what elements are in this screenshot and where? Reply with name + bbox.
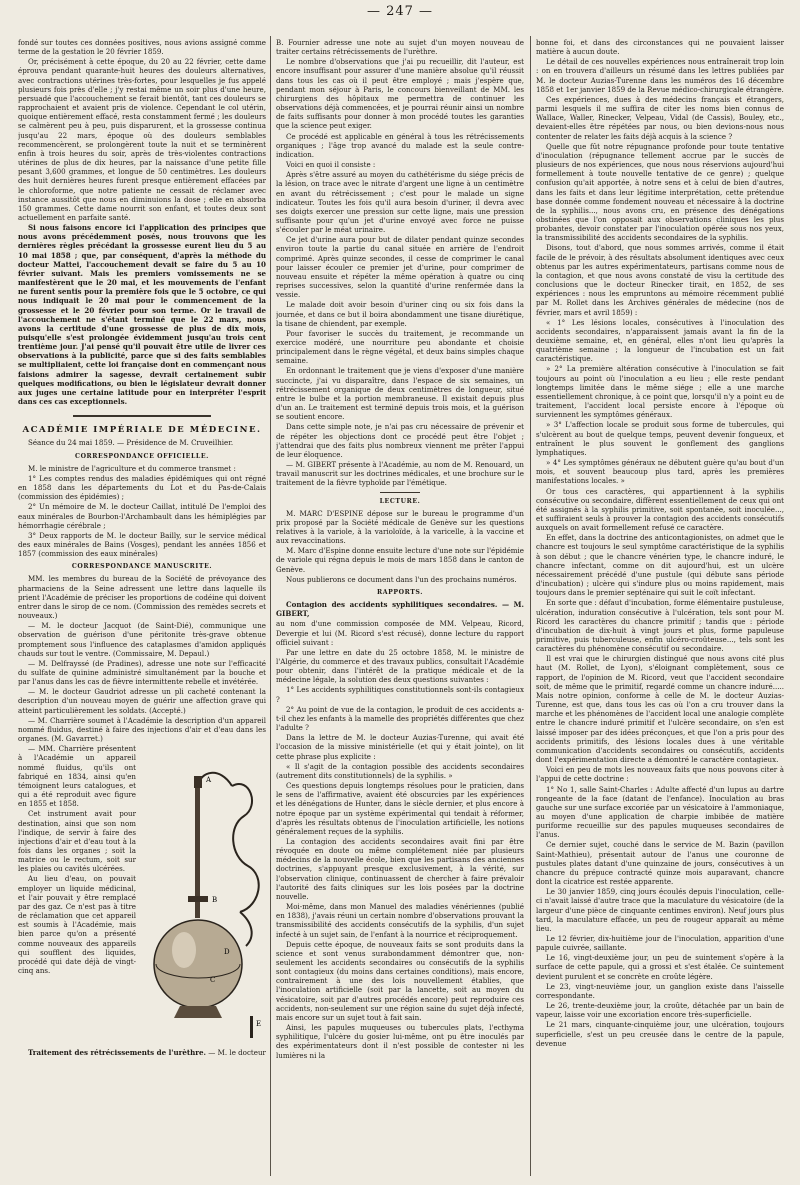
paragraph: Le 12 février, dix-huitième jour de l'inoculation, apparition d'une papule cuivrée, saillante. [536, 934, 784, 953]
section-title: ACADÉMIE IMPÉRIALE DE MÉDECINE. [22, 425, 262, 436]
paragraph: Dans la lettre de M. le docteur Auzias-Turenne, qui avait été l'occasion de la missive ministérielle (et qui y était jointe), on lit cette phrase plus explicite : [276, 733, 524, 761]
paragraph: M. MARC D'ESPINE dépose sur le bureau le programme d'un prix proposé par la Société médicale de Genève sur les questions relatives à la variole, à la varioloïde, à la varicelle, à la vaccine et aux revaccinations. [276, 508, 524, 546]
paragraph: Disons, tout d'abord, que nous sommes arrivés, comme il était facile de le prévoir, à des résultats absolument identiques avec ceux obtenus par les autres expérimentateurs, partisans comme nous de la contagion, et que nous avons constaté de visu la certitude des conclusions que le docteur Rinecker tirait, en 1852, de ses expériences : nous les empruntons au mémoire récemment publié par M. Rollet dans les Archives générales de médecine (nos de février, mars et avril 1859) : [536, 243, 784, 317]
paragraph: » 3° L'affection locale se produit sous forme de tubercules, qui s'ulcèrent au bout de quelque temps, peuvent devenir fongueux, et entraînent le plus souvent le gonflement des ganglions lymphatiques. [536, 420, 784, 457]
paragraph: — M. GIBERT présente à l'Académie, au nom de M. Renouard, un travail manuscrit sur les doctrines médicales, et une brochure sur le traitement de la fièvre typhoïde par l'émétique. [276, 460, 524, 488]
paragraph: — M. Delfrayssé (de Pradines), adresse une note sur l'efficacité du sulfate de quinine administré simultanément par la bouche et par l'anus dans les cas de fièvre intermittente rebelle et invétérée. [18, 658, 266, 687]
column-left [18, 38, 266, 1173]
paragraph: Le détail de ces nouvelles expériences nous entraînerait trop loin : on en trouvera d'ailleurs un résumé dans les lettres publiées par M. le docteur Auzias-Turenne dans les numéros des 16 décembre 1858 et 1er janvier 1859 de la Revue médico-chirurgicale étrangère. [536, 57, 784, 94]
paragraph: Ce jet d'urine aura pour but de dilater pendant quinze secondes environ toute la partie du canal située en arrière de l'endroit comprimé. Après quinze secondes, il cesse de comprimer le canal pour laisser écouler ce premier jet d'urine, pour comprimer de nouveau ensuite et répéter la même opération à quatre ou cinq reprises successives, selon la quantité d'urine renfermée dans la vessie. [276, 235, 524, 300]
paragraph: 2° Au point de vue de la contagion, le produit de ces accidents a-t-il chez les enfants à la mamelle des propriétés différentes que chez l'adulte ? [276, 704, 524, 733]
paragraph: Par une lettre en date du 25 octobre 1858, M. le ministre de l'Algérie, du commerce et des travaux publics, consultait l'Académie pour obtenir, dans l'intérêt de la pratique médicale et de la médecine légale, la solution des deux questions suivantes : [276, 647, 524, 685]
paragraph: Le 23, vingt-neuvième jour, un ganglion existe dans l'aisselle correspondante. [536, 981, 784, 1000]
subsection-heading: RAPPORTS. [376, 588, 424, 596]
paragraph: Dans cette simple note, je n'ai pas cru nécessaire de prévenir et de répéter les objections dont ce procédé peut être l'objet ; j'attendrai que des faits plus nombreux viennent me prêter l'appui de leur éloquence. [276, 422, 524, 459]
page-number: — 247 — [366, 4, 434, 19]
paragraph: — M. le docteur Jacquot (de Saint-Dié), communique une observation de guérison d'une péritonite très-grave obtenue promptement sous l'influence des cataplasmes d'amidon appliqués chauds sur tout le ventre. (Commissaire, M. Depaul.) [18, 621, 266, 658]
subsection-heading: LECTURE. [379, 497, 421, 505]
paragraph: Cet instrument avait pour destination, ainsi que son nom l'indique, de servir à faire des injections d'air et d'eau tout à la fois dans les organes ; soit la matrice ou le rectum, soit sur les plaies ou cavités ulcérées. [18, 809, 136, 874]
subsection-heading: CORRESPONDANCE MANUSCRITE. [71, 563, 213, 571]
paragraph: Au lieu d'eau, on pouvait employer un liquide médicinal, et l'air pouvait y être remplacé par des gaz. Ce n'est pas à titre de réclamation que cet appareil est soumis à l'Académie, mais bien parce qu'on a présenté comme nouveaux des appareils qui soufflent des liquides, procédé qui date déjà de vingt-cinq ans. [18, 874, 136, 975]
session-line: Séance du 24 mai 1859. — Présidence de M. Cruveilhier. [28, 438, 234, 448]
paragraph: Le nombre d'observations que j'ai pu recueillir, dit l'auteur, est encore insuffisant pour assurer d'une manière absolue qu'il réussit dans tous les cas où il peut être employé ; mais j'espère que, pendant mon séjour à Paris, le concours bienveillant de MM. les chirurgiens des hôpitaux me permettra de continuer les observations déjà commencées, et je pourrai réunir ainsi un nombre de faits suffisants pour donner à mon procédé toutes les garanties que la science peut exiger. [276, 57, 524, 131]
ornament-divider [18, 412, 266, 418]
paragraph: M. le ministre de l'agriculture et du commerce transmet : [28, 463, 236, 473]
paragraph: Ces questions depuis longtemps résolues pour le praticien, dans le sens de l'affirmative, avaient été obscurcies par les expériences et les dénégations de Hunter, dans le siècle dernier, et plus encore à notre époque par un système expérimental qui tendait à réformer, d'après les résultats obtenus de l'inoculation artificielle, les notions généralement reçues de la syphilis. [276, 781, 524, 836]
fluidus-apparatus-drawing [140, 746, 266, 1046]
paragraph: » 4° Les symptômes généraux ne débutent guère qu'au bout d'un mois, et souvent beaucoup plus tard, après les premières manifestations locales. » [536, 458, 784, 486]
figure-letter: B [212, 896, 218, 905]
paragraph: Le malade doit avoir besoin d'uriner cinq ou six fois dans la journée, et dans ce but il boira abondamment une tisane diurétique, la tisane de chiendent, par exemple. [276, 300, 524, 328]
paragraph: En sorte que : défaut d'incubation, forme élémentaire pustuleuse, ulcération, induration consécutive à l'ulcération, tels sont pour M. Ricord les caractères du chancre primitif ; tandis que : période d'incubation de dix-huit à vingt jours et plus, forme papuleuse primitive, puis tuberculeuse, enfin ulcéro-croûteuse..., tels sont les caractères du phénomène consécutif ou secondaire. [536, 598, 784, 654]
paragraph: — M. Charrière soumet à l'Académie la description d'un appareil nommé fluidus, destiné à faire des injections d'air et d'eau dans les organes. (M. Gavarret.) [18, 715, 266, 744]
column-divider [530, 36, 531, 1176]
paragraph: Le 16, vingt-deuxième jour, un peu de suintement s'opère à la surface de cette papule, qui a grossi et s'est étalée. Ce suintement devient purulent et se concrète en croûte légère. [536, 953, 784, 981]
paragraph [18, 1048, 266, 1057]
paragraph: Voici en quoi il consiste : [286, 160, 376, 170]
paragraph: La contagion des accidents secondaires avait fini par être révoquée en doute ou même complétement niée par plusieurs médecins de la nouvelle école, bien que les partisans des anciennes doctrines, s'appuyant presque exclusivement, à la vérité, sur l'observation clinique, continuassent de chercher à faire prévaloir l'autorité des faits cliniques sur les lois posées par la doctrine nouvelle. [276, 836, 524, 901]
paragraph: Voici en peu de mots les nouveaux faits que nous pouvons citer à l'appui de cette doctrine : [536, 765, 784, 784]
paragraph: — M. le docteur Gaudriot adresse un pli cacheté contenant la description d'un nouveau moyen de guérir une affection grave qui atteint particulièrement les soldats. (Accepté.) [18, 687, 266, 715]
paragraph: Moi-même, dans mon Manuel des maladies vénériennes (publié en 1838), j'avais réuni un certain nombre d'observations prouvant la transmissibilité des accidents consécutifs de la syphilis, d'un sujet infecté à un sujet sain, de l'enfant à la nourrice et réciproquement. [276, 902, 524, 939]
fluidus-apparatus-illustration [140, 746, 266, 1046]
paragraph: 1° No 1, salle Saint-Charles : Adulte affecté d'un lupus au dartre rongeante de la face (datant de l'enfance). Inoculation au bras gauche sur une surface excoriée par un vésicatoire à l'ammoniaque, au moyen d'une application de charpie imbibée de matière puriforme recueillie sur des papules muqueuses secondaires de l'anus. [536, 784, 784, 840]
paragraph: Ce dernier sujet, couché dans le service de M. Bazin (pavillon Saint-Mathieu), présentait autour de l'anus une couronne de pustules plates datant d'une quinzaine de jours, consécutives à un chancre du prépuce contracté quinze mois auparavant, chancre dont la cicatrice est restée apparente. [536, 840, 784, 887]
paragraph: 1° Les accidents syphilitiques constitutionnels sont-ils contagieux ? [276, 685, 524, 704]
paragraph: Ces expériences, dues à des médecins français et étrangers, parmi lesquels il me suffira de citer les noms bien connus de Wallace, Waller, Rinecker, Velpeau, Vidal (de Cassis), Bouley, etc., devaient-elles être répétées par nous, ou bien devions-nous nous contenter de relater les faits déjà acquis à la science ? [536, 94, 784, 141]
paragraph: Or, précisément à cette époque, du 20 au 22 février, cette dame éprouva pendant quarante-huit heures des douleurs alternatives, avec contractions utérines très-fortes, pour lesquelles je fus appelé plusieurs fois près d'elle ; j'y restai même un soir plus d'une heure, persuadé que l'accouchement se ferait bientôt, tant ces douleurs se rapprochaient et avaient pris de violence. Cependant le col utérin, quoique entièrement effacé, resta constamment fermé ; les douleurs se calmèrent peu à peu, puis disparurent, et la grossesse continua jusqu'au 22 mars, époque où des douleurs semblables recommencèrent, se prolongèrent toute la nuit et se terminèrent enfin à trois heures du soir, après de très-violentes contractions utérines de plus de dix heures, par la naissance d'une petite fille pesant 3,600 grammes, et longue de 50 centimètres. Les douleurs des huit dernières heures furent presque entièrement effacées par le chloroforme, que notre patiente ne cessait de réclamer avec instance aussitôt que nous en diminuions la dose ; elle en absorba 150 grammes. Cette dame nourrit son enfant, et toutes deux sont actuellement en parfaite santé. [18, 57, 266, 222]
paragraph: Le 21 mars, cinquante-cinquième jour, une ulcération, toujours superficielle, s'est un peu creusée dans le centre de la papule, devenue [536, 1020, 784, 1048]
paragraph: Il est vrai que le chirurgien distingué que nous avons cité plus haut (M. Rollet, de Lyon), s'éloignant complètement, sous ce rapport, de l'opinion de M. Ricord, veut que l'accident secondaire soit, de même que le primitif, regardé comme un chancre induré..... Mais notre opinion, conforme à celle de M. le docteur Auzias-Turenne, est que, dans tous les cas où l'on a cru trouver dans la marche et les phénomènes de l'accident local une analogie complète entre le chancre induré primitif et l'ulcère secondaire, on s'en est laissé imposer par des idées préconçues, et que l'on a pris pour des accidents primitifs, des lésions locales dues à une véritable communication d'accidents secondaires ou consécutifs, accidents dont l'expérimentation directe a démontré le caractère contagieux. [536, 654, 784, 765]
paragraph: Nous publierons ce document dans l'un des prochains numéros. [286, 574, 517, 584]
report-heading: Contagion des accidents syphilitiques secondaires. — M. GIBERT, [276, 600, 524, 619]
paragraph: Depuis cette époque, de nouveaux faits se sont produits dans la science et sont venus surabondamment démontrer que, non-seulement les accidents secondaires ou consécutifs de la syphilis sont contagieux (du moins dans certaines conditions), mais encore, contrairement à une des lois nouvellement établies, que l'inoculation artificielle (soit par la lancette, soit au moyen du vésicatoire, soit par d'autres procédés encore) peut reproduire ces accidents, non-seulement sur une région saine du sujet déjà infecté, mais encore sur un sujet tout à fait sain. [276, 939, 524, 1022]
paragraph: Ainsi, les papules muqueuses ou tubercules plats, l'ecthyma syphilitique, l'ulcère du gosier lui-même, ont pu être inoculés par des expérimentateurs dont il n'est possible de contester ni les lumières ni la [276, 1023, 524, 1060]
inline-text: — M. le docteur [208, 1048, 266, 1058]
inline-heading: Traitement des rétrécissements de l'urèthre. [28, 1048, 207, 1058]
paragraph: bonne foi, et dans des circonstances qui ne pouvaient laisser matière à aucun doute. [536, 38, 784, 57]
paragraph: En effet, dans la doctrine des anticontagionistes, on admet que le chancre est toujours le seul symptôme caractéristique de la syphilis à son début ; que le chancre vénérien type, le chancre induré, le chancre infectant, comme on dit aujourd'hui, est un ulcère nécessairement précédé d'une pustule (qui débute sans période d'incubation) ; ulcère qui s'indure plus ou moins rapidement, mais toujours dans le premier septénaire qui suit le coït infectant. [536, 533, 784, 598]
column-middle [276, 38, 524, 1173]
paragraph: « 1° Les lésions locales, consécutives à l'inoculation des accidents secondaires, n'apparaissent jamais avant la fin de la deuxième semaine, et, en général, elles n'ont lieu qu'après la quatrième semaine ; la longueur de l'incubation est un fait caractéristique. [536, 317, 784, 364]
paragraph: MM. les membres du bureau de la Société de prévoyance des pharmaciens de la Seine adressent une lettre dans laquelle ils prient l'Académie de préciser les proportions de codéine qui doivent entrer dans le sirop de ce nom. (Commission des remèdes secrets et nouveaux.) [18, 574, 266, 621]
paragraph: M. Marc d'Espine donne ensuite lecture d'une note sur l'épidémie de variole qui régna depuis le mois de mars 1858 dans le canton de Genève. [276, 546, 524, 574]
paragraph: au nom d'une commission composée de MM. Velpeau, Ricord, Devergie et lui (M. Ricord s'est récusé), donne lecture du rapport officiel suivant : [276, 619, 524, 647]
paragraph: « Il s'agit de la contagion possible des accidents secondaires (autrement dits constitutionnels) de la syphilis. » [276, 761, 524, 780]
paragraph: Ce procédé est applicable en général à tous les rétrécissements organiques ; l'âge trop avancé du malade est la seule contre-indication. [276, 131, 524, 159]
figure-letter: A [206, 776, 212, 785]
paragraph: — MM. Charrière présentent à l'Académie un appareil nommé fluidus, qu'ils ont fabriqué en 1834, ainsi qu'en témoignent leurs catalogues, et qui a été reproduit avec figure en 1855 et 1858. [18, 744, 136, 809]
paragraph: Pour favoriser le succès du traitement, je recommande un exercice modéré, une nourriture peu abondante et choisie principalement dans le règne végétal, et deux bains simples chaque semaine. [276, 328, 524, 366]
paragraph: » 2° La première altération consécutive à l'inoculation se fait toujours au point où l'inoculation a eu lieu ; elle reste pendant longtemps limitée dans le même siége ; elle a une marche essentiellement chronique, à ce point que, lorsqu'il n'y a point eu de traitement, l'accident local persiste encore à l'époque où surviennent les symptômes généraux. [536, 364, 784, 420]
paragraph: 2° Un mémoire de M. le docteur Caillat, intitulé De l'emploi des eaux minérales de Bourbon-l'Archambault dans les hémiplégies par hémorrhagie cérébrale ; [18, 502, 266, 530]
paragraph: fondé sur toutes ces données positives, nous avions assigné comme terme de la gestation le 20 février 1859. [18, 38, 266, 57]
short-rule [380, 492, 420, 493]
paragraph-emphasis: Si nous faisons encore ici l'application des principes que nous avons précédemment posés, nous trouvons que les dernières règles précédant la grossesse eurent lieu du 5 au 10 mai 1858 ; que, par conséquent, d'après la méthode du docteur Mattei, l'accouchement devait se faire du 5 au 10 février suivant. Mais les premiers vomissements ne se manifestèrent que le 20 mai, et les mouvements de l'enfant ne furent sentis pour la première fois que le 5 octobre, ce qui nous indiquait le 20 mai pour le commencement de la grossesse et le 20 février pour son terme. Or le travail de l'accouchement ne s'étant terminé que le 22 mars, nous avons la certitude d'une grossesse de plus de dix mois, puisqu'elle s'est prolongée évidemment jusqu'au trois cent trentième jour. J'ai pensé qu'il pouvait être utile de livrer ces observations à la publicité, parce que si des faits semblables se multipliaient, cette loi française dont en commençant nous faisions admirer la sagesse, devrait certainement subir quelques modifications, ou bien le législateur devrait donner aux juges une certaine latitude pour en interpréter l'esprit dans ces cas exceptionnels. [18, 223, 266, 407]
figure-letter: D [224, 948, 230, 957]
subsection-heading: CORRESPONDANCE OFFICIELLE. [75, 452, 209, 460]
paragraph: Or tous ces caractères, qui appartiennent à la syphilis consécutive ou secondaire, diffèrent essentiellement de ceux qui ont été assignés à la syphilis primitive, soit spontanée, soit inoculée..., et suffiraient seuls à prouver la contagion des accidents consécutifs auxquels on avait formellement refusé ce caractère. [536, 486, 784, 533]
paragraph: Le 26, trente-deuxième jour, la croûte, détachée par un bain de vapeur, laisse voir une excoriation encore très-superficielle. [536, 1001, 784, 1020]
figure-letter: E [256, 1020, 262, 1029]
paragraph: Quelle que fût notre répugnance profonde pour toute tentative d'inoculation (répugnance tellement accrue par le succès de plusieurs de nos expériences, que nous nous réservions aujourd'hui formellement à toute nouvelle tentative de ce genre) ; quelque confusion qu'ait apportée, à notre sens et à celui de bien d'autres, dans les faits et dans leur légitime interprétation, cette prétendue base donnée comme fondement nouveau et nécessaire à la doctrine de la syphilis..., nous avons cru, en présence des dénégations obstinées que l'on opposait aux observations cliniques les plus probantes, devoir constater par l'inoculation opérée sous nos yeux, la transmissibilité des accidents secondaires de la syphilis. [536, 141, 784, 243]
paragraph: Le 30 janvier 1859, cinq jours écoulés depuis l'inoculation, celle-ci n'avait laissé d'autre trace que la maculature du vésicatoire (de la largeur d'une pièce de cinquante centimes environ). Neuf jours plus tard, la maculature effacée, un peu de rougeur apparaît au même lieu. [536, 887, 784, 933]
paragraph: B. Fournier adresse une note au sujet d'un moyen nouveau de traiter certains rétrécissements de l'urèthre. [276, 38, 524, 57]
paragraph: Après s'être assuré au moyen du cathétérisme du siége précis de la lésion, on trace avec le nitrate d'argent une ligne à un centimètre en avant du rétrécissement ; c'est pour le malade un signe indicateur. Toutes les fois qu'il aura besoin d'uriner, il devra avec ses doigts exercer une pression sur cette ligne, mais une pression suffisante pour qu'un jet d'urine envoyé avec force ne puisse s'écouler par le méat urinaire. [276, 170, 524, 235]
figure-letter: C [210, 976, 216, 985]
column-divider [270, 36, 271, 1176]
paragraph: 1° Les comptes rendus des maladies épidémiques qui ont régné en 1858 dans les départements du Lot et du Pas-de-Calais (commission des épidémies) ; [18, 473, 266, 502]
paragraph: En ordonnant le traitement que je viens d'exposer d'une manière succincte, j'ai vu disparaître, dans l'espace de six semaines, un rétrécissement organique de deux centimètres de longueur, situé entre le bulbe et la portion membraneuse. Il existait depuis plus d'un an. Le traitement est terminé depuis trois mois, et la guérison se soutient encore. [276, 366, 524, 422]
column-right [536, 38, 784, 1173]
paragraph: 3° Deux rapports de M. le docteur Bailly, sur le service médical des eaux minérales de Bains (Vosges), pendant les années 1856 et 1857 (commission des eaux minérales) [18, 530, 266, 559]
